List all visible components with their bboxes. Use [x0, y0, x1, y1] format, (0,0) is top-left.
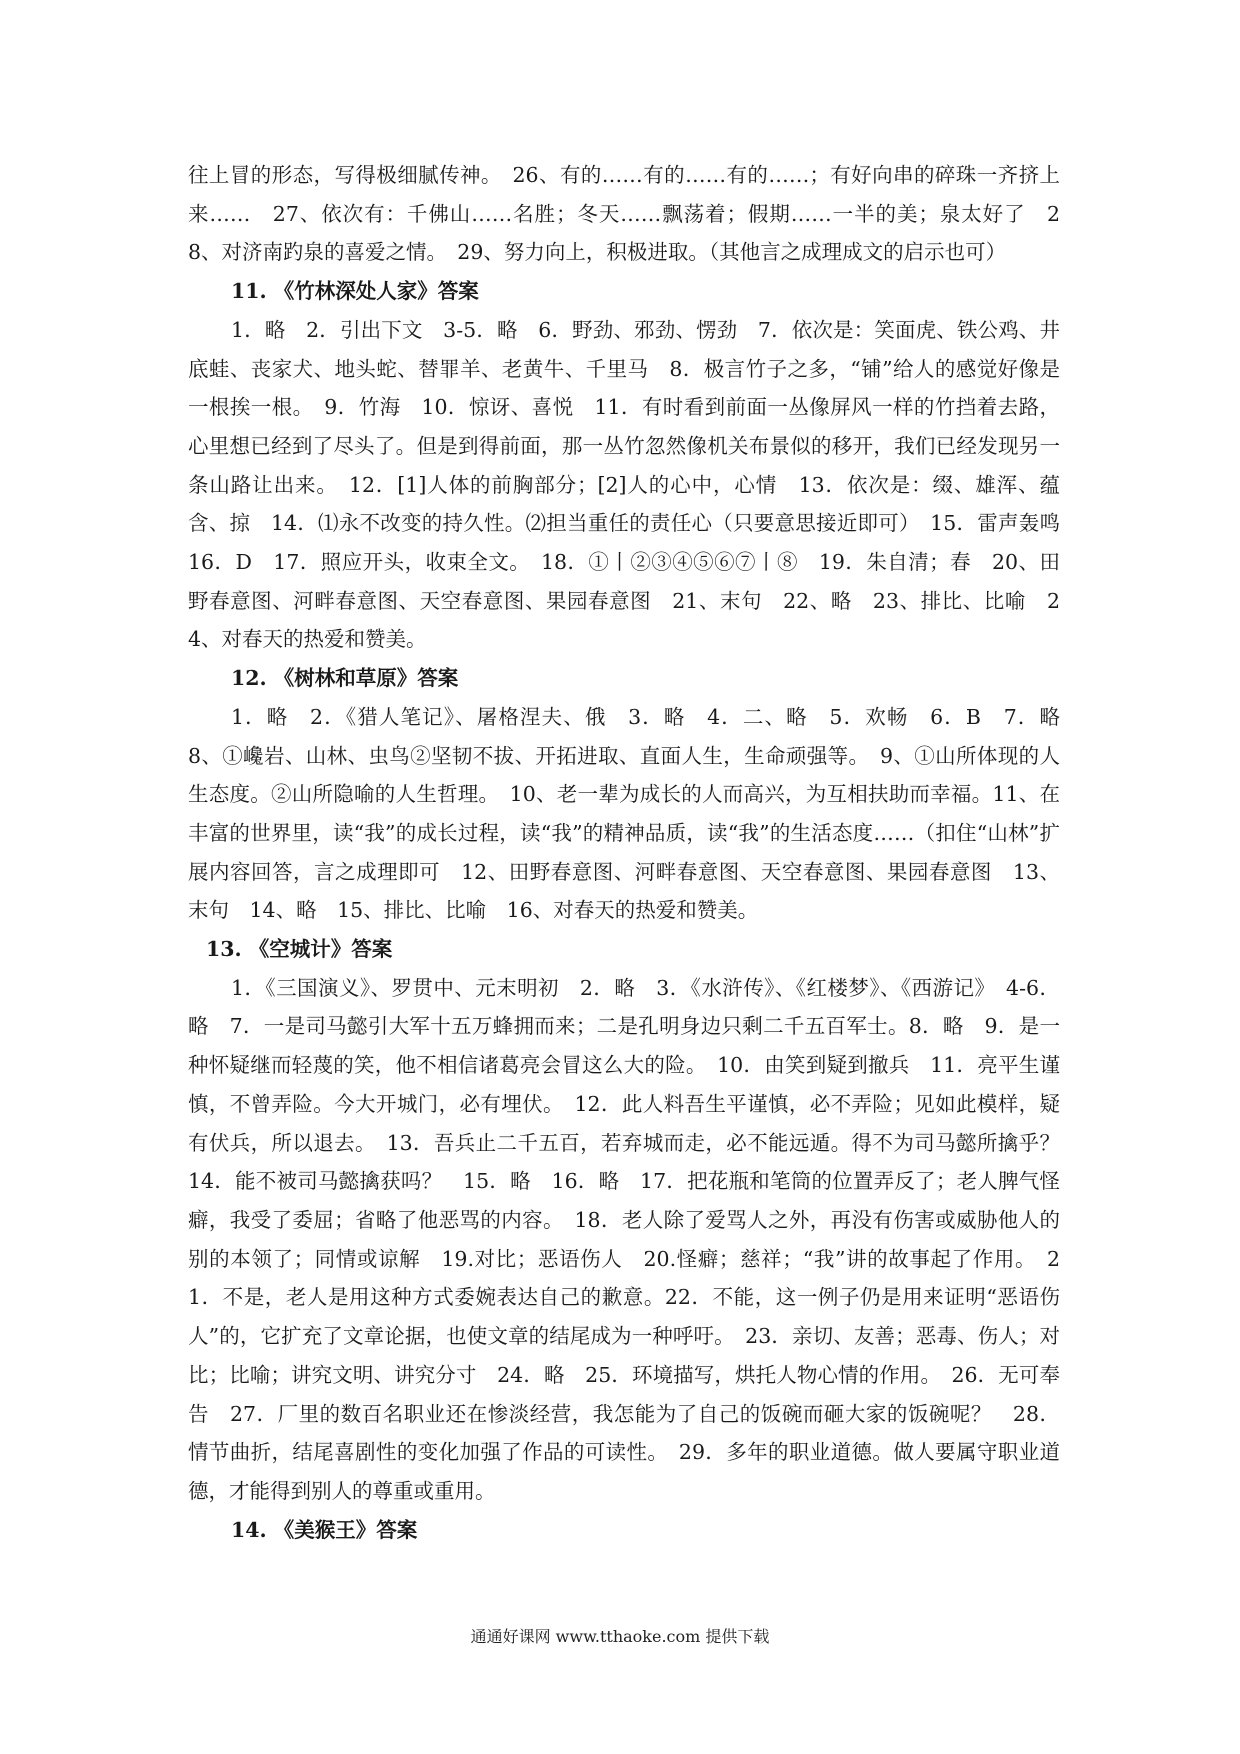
document-page: [188, 156, 1081, 1549]
intro-paragraph: 往上冒的形态，写得极细腻传神。 26、有的……有的……有的……；有好向串的碎珠一齐挤上来…… 27、依次有：千佛山……名胜；冬天……飘荡着；假期……一半的美；泉太好了 28、对济南趵泉的喜爱之情。 29、努力向上，积极进取。（其他言之成理成文的启示也可）: [188, 163, 1060, 265]
section-14-title: 14. 《美猴王》答案: [231, 1517, 418, 1542]
page-footer: 通通好课网 www.tthaoke.com 提供下载: [470, 1627, 770, 1646]
section-12-answers: 1．略 2．《猎人笔记》、屠格涅夫、俄 3．略 4．二、略 5．欢畅 6．B 7．略 8、①巉岩、山林、虫鸟②坚韧不拔、开拓进取、直面人生，生命顽强等。 9、①山所体现的人生态度。②山所隐喻的人生哲理。 10、老一辈为成长的人而高兴，为互相扶助而幸福。11、在丰富的世界里，读“我”的成长过程，读“我”的精神品质，读“我”的生活态度……（扣住“山林”扩展内容回答，言之成理即可 12、田野春意图、河畔春意图、天空春意图、果园春意图 13、末句 14、略 15、排比、比喻 16、对春天的热爱和赞美。: [188, 704, 1081, 923]
section-11-title: 11. 《竹林深处人家》答案: [231, 279, 479, 304]
section-11-answers: 1．略 2．引出下文 3-5．略 6．野劲、邪劲、愣劲 7．依次是：笑面虎、铁公鸡、井底蛙、丧家犬、地头蛇、替罪羊、老黄牛、千里马 8．极言竹子之多，“铺”给人的感觉好像是一根挨一根。 9．竹海 10．惊讶、喜悦 11．有时看到前面一丛像屏风一样的竹挡着去路，心里想已经到了尽头了。但是到得前面，那一丛竹忽然像机关布景似的移开，我们已经发现另一条山路让出来。 12．[1]人体的前胸部分；[2]人的心中，心情 13．依次是：缀、雄浑、蕴含、掠 14．⑴永不改变的持久性。⑵担当重任的责任心（只要意思接近即可） 15．雷声轰鸣 16．D 17．照应开头，收束全文。 18．①丨②③④⑤⑥⑦丨⑧ 19．朱自清；春 20、田野春意图、河畔春意图、天空春意图、果园春意图 21、末句 22、略 23、排比、比喻 24、对春天的热爱和赞美。: [188, 317, 1081, 652]
section-12-title: 12. 《树林和草原》答案: [231, 666, 459, 691]
section-13-answers: 1．《三国演义》、罗贯中、元末明初 2．略 3．《水浒传》、《红楼梦》、《西游记》 4-6．略 7．一是司马懿引大军十五万蜂拥而来；二是孔明身边只剩二千五百军士。8．略 9．是一种怀疑继而轻蔑的笑，他不相信诸葛亮会冒这么大的险。 10．由笑到疑到撤兵 11．亮平生谨慎，不曾弄险。今大开城门，必有埋伏。 12．此人料吾生平谨慎，必不弄险；见如此模样，疑有伏兵，所以退去。 13．吾兵止二千五百，若弃城而走，必不能远遁。得不为司马懿所擒乎？ 14．能不被司马懿擒获吗？ 15．略 16．略 17．把花瓶和笔筒的位置弄反了；老人脾气怪癖，我受了委屈；省略了他恶骂的内容。 18．老人除了爱骂人之外，再没有伤害或威胁他人的别的本领了；同情或谅解 19.对比；恶语伤人 20.怪癖；慈祥；“我”讲的故事起了作用。 21．不是，老人是用这种方式委婉表达自己的歉意。22．不能，这一例子仍是用来证明“恶语伤人”的，它扩充了文章论据，也使文章的结尾成为一种呼吁。 23．亲切、友善；恶毒、伤人；对比；比喻；讲究文明、讲究分寸 24．略 25．环境描写，烘托人物心情的作用。 26．无可奉告 27．厂里的数百名职业还在惨淡经营，我怎能为了自己的饭碗而砸大家的饭碗呢？ 28．情节曲折，结尾喜剧性的变化加强了作品的可读性。 29．多年的职业道德。做人要属守职业道德，才能得到别人的尊重或重用。: [188, 975, 1081, 1503]
section-13-title: 13. 《空城计》答案: [206, 937, 393, 962]
